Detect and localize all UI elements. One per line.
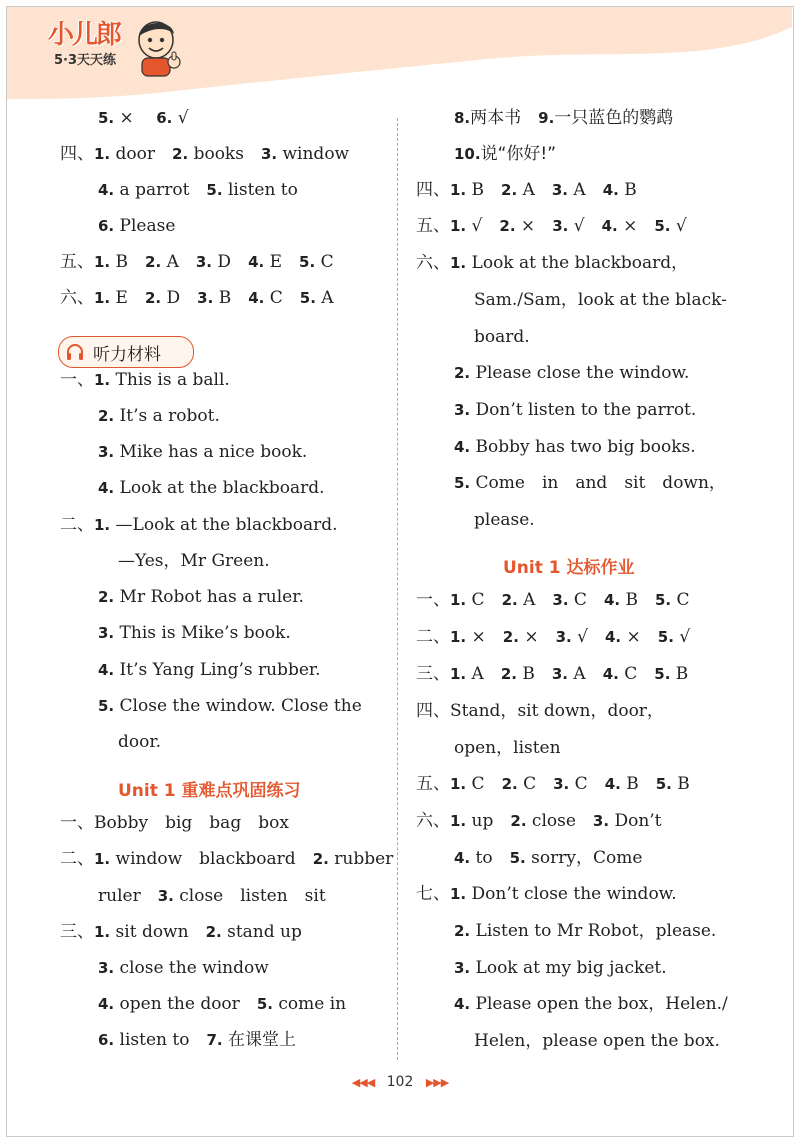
item-number: 3. (454, 959, 471, 977)
answer-line (98, 585, 304, 609)
answer-line (98, 178, 298, 202)
answer-line (454, 956, 667, 980)
section-marker: 五、 (416, 216, 450, 236)
item-number: 3. (555, 628, 572, 646)
answer-line (416, 625, 690, 649)
listening-material-title: 听力材料 (93, 345, 161, 365)
answer-text: Please close the window. (470, 363, 690, 383)
answer-text: A (315, 288, 334, 308)
answer-line (454, 398, 696, 422)
item-number: 1. (450, 885, 467, 903)
answer-line (98, 956, 269, 980)
header-band (7, 7, 792, 99)
item-number: 2. (499, 217, 516, 235)
answer-line (416, 214, 687, 238)
answer-text: —Look at the blackboard. (110, 515, 338, 535)
answer-line (454, 471, 726, 495)
answer-text: × (466, 627, 503, 647)
answer-line (60, 142, 349, 166)
section-marker: 四、 (416, 180, 450, 200)
answer-text: Sam./Sam，look at the black- (474, 290, 727, 310)
next-arrows-icon: ▶▶▶ (425, 1076, 449, 1089)
section-marker: 一、 (416, 590, 450, 610)
section-marker: 二、 (416, 627, 450, 647)
item-number: 4. (98, 181, 115, 199)
answer-text: × (515, 216, 553, 236)
answer-text: B (516, 664, 552, 684)
section-marker: 一只蓝色的鹦鹉 (554, 108, 674, 128)
item-number: 4. (604, 775, 621, 793)
item-number: 4. (248, 289, 265, 307)
answer-text: Come in and sit down， (470, 473, 726, 493)
answer-line (454, 846, 642, 870)
item-number: 3. (197, 289, 214, 307)
item-number: 2. (145, 253, 162, 271)
answer-text: Listen to Mr Robot，please. (470, 921, 717, 941)
answer-text: Bobby has two big books. (470, 437, 696, 457)
item-number: 2. (454, 364, 471, 382)
answer-text: √ (673, 627, 691, 647)
item-number: 2. (205, 923, 222, 941)
answer-text: B (618, 180, 637, 200)
item-number: 1. (94, 923, 111, 941)
answer-line (60, 286, 334, 310)
section-marker: 一、 (60, 370, 94, 390)
answer-text: A (161, 252, 196, 272)
answer-text: C (466, 590, 502, 610)
item-number: 3. (551, 665, 569, 683)
item-number: 4. (604, 628, 622, 646)
item-number: 8. (454, 109, 471, 127)
item-number: 1. (450, 628, 467, 646)
item-number: 3. (157, 887, 174, 905)
answer-text: × (617, 216, 655, 236)
answer-line (416, 699, 664, 723)
item-number: 7. (206, 1031, 223, 1049)
answer-text: E (110, 288, 145, 308)
answer-text: Please open the box，Helen./ (470, 994, 728, 1014)
section-marker: 两本书 (470, 108, 539, 128)
answer-line (416, 662, 688, 686)
item-number: 5. (654, 665, 671, 683)
item-number: 2. (502, 628, 519, 646)
answer-text: C (315, 252, 334, 272)
item-number: 2. (454, 922, 471, 940)
prev-arrows-icon: ◀◀◀ (351, 1076, 375, 1089)
answer-line (98, 658, 321, 682)
answer-text: —Yes，Mr Green. (118, 551, 270, 571)
header-wave (7, 7, 792, 99)
answer-text: This is a ball. (110, 370, 230, 390)
mascot-icon (132, 16, 184, 78)
item-number: 4. (454, 438, 471, 456)
answer-text: E (264, 252, 300, 272)
item-number: 1. (94, 516, 111, 534)
item-number: 6. (98, 217, 115, 235)
answer-text: door (110, 144, 173, 164)
answer-text: B (213, 288, 249, 308)
answer-text: ruler (98, 886, 158, 906)
item-number: 4. (454, 849, 471, 867)
answer-line (454, 361, 689, 385)
answer-text: C (264, 288, 300, 308)
answer-line (474, 1029, 720, 1053)
brand-logo-block (48, 14, 120, 68)
item-number: 5. (98, 697, 115, 715)
answer-line (98, 476, 325, 500)
answer-text: sit down (110, 922, 206, 942)
answer-text: √ (172, 108, 189, 128)
item-number: 5. (654, 217, 671, 235)
answer-line (454, 435, 696, 459)
item-number: 2. (98, 588, 115, 606)
answer-line (60, 847, 393, 871)
answer-text: √ (670, 216, 687, 236)
answer-line (474, 288, 727, 312)
answer-text: listen to (222, 180, 298, 200)
answer-line (60, 368, 230, 392)
item-number: 2. (501, 775, 518, 793)
section-marker: 六、 (416, 253, 450, 273)
item-number: 5. (655, 775, 672, 793)
section-marker: 二、 (60, 515, 94, 535)
answer-text: please. (474, 510, 535, 530)
answer-text: √ (571, 627, 605, 647)
section-marker: 一、 (60, 813, 94, 833)
answer-line (98, 440, 307, 464)
item-number: 3. (98, 443, 115, 461)
section-marker: 七、 (416, 884, 450, 904)
answer-line (416, 882, 677, 906)
answer-text: It’s a robot. (114, 406, 220, 426)
item-number: 1. (450, 665, 467, 683)
answer-text: close the window (114, 958, 269, 978)
answer-text: Stand，sit down，door， (450, 701, 664, 721)
answer-text: × (621, 627, 658, 647)
section-marker: 六、 (416, 811, 450, 831)
brand-logo: 小儿郎 (48, 20, 121, 50)
item-number: 3. (553, 775, 570, 793)
item-number: 9. (538, 109, 555, 127)
answer-text: Don’t (609, 811, 662, 831)
answer-text: B (620, 590, 655, 610)
answer-text: Look at the blackboard. (114, 478, 325, 498)
answer-line (98, 106, 189, 130)
item-number: 5. (299, 253, 316, 271)
answer-text: × (518, 627, 556, 647)
answer-text: B (671, 774, 690, 794)
answer-line (454, 142, 556, 166)
page-footer (0, 1074, 800, 1090)
answer-text: D (161, 288, 198, 308)
answer-line (98, 214, 175, 238)
answer-line (98, 992, 346, 1016)
item-number: 4. (248, 253, 265, 271)
section-marker: 五、 (416, 774, 450, 794)
answer-text: B (110, 252, 146, 272)
item-number: 3. (98, 959, 115, 977)
answer-line (60, 920, 302, 944)
answer-text: √ (466, 216, 500, 236)
answer-line (60, 811, 289, 835)
item-number: 1. (94, 371, 111, 389)
answer-line (118, 730, 161, 754)
answer-line (454, 992, 728, 1016)
answer-text: Please (114, 216, 176, 236)
item-number: 2. (500, 665, 517, 683)
section-marker: 在课堂上 (222, 1030, 297, 1050)
section-title: Unit 1 达标作业 (503, 558, 635, 578)
item-number: 1. (450, 591, 467, 609)
item-number: 3. (551, 181, 569, 199)
answer-line (416, 772, 690, 796)
item-number: 2. (144, 289, 162, 307)
answer-text: door. (118, 732, 162, 752)
answer-text: C (568, 590, 604, 610)
answer-text: Close the window. Close the (114, 696, 362, 716)
item-number: 6. (98, 1031, 115, 1049)
answer-text: √ (568, 216, 602, 236)
answer-text: × (114, 108, 157, 128)
answer-line (416, 809, 662, 833)
answer-line (416, 588, 690, 612)
answer-text: Look at my big jacket. (470, 958, 667, 978)
answer-text: window blackboard (110, 849, 313, 869)
item-number: 3. (195, 253, 213, 271)
answer-text: Bobby big bag box (94, 813, 289, 833)
section-marker: 四、 (416, 701, 450, 721)
item-number: 1. (94, 253, 111, 271)
item-number: 1. (450, 812, 467, 830)
item-number: 5. (454, 474, 471, 492)
answer-text: stand up (221, 922, 302, 942)
answer-text: up (466, 811, 511, 831)
item-number: 3. (454, 401, 471, 419)
answer-text: C (517, 774, 554, 794)
answer-line (98, 621, 291, 645)
item-number: 4. (98, 479, 115, 497)
answer-text: A (568, 180, 603, 200)
answer-line (98, 404, 220, 428)
answer-text: Don’t close the window. (466, 884, 677, 904)
answer-text: A (568, 664, 603, 684)
answer-text: This is Mike’s book. (114, 623, 291, 643)
item-number: 5. (206, 181, 223, 199)
item-number: 4. (98, 995, 115, 1013)
section-marker: 二、 (60, 849, 94, 869)
answer-line (60, 250, 334, 274)
answer-text: A (517, 590, 553, 610)
section-marker: 三、 (60, 922, 94, 942)
section-marker: 四、 (60, 144, 94, 164)
answer-line (98, 694, 362, 718)
item-number: 2. (501, 591, 518, 609)
answer-text: Mr Robot has a ruler. (114, 587, 304, 607)
item-number: 5. (299, 289, 316, 307)
answer-text: Helen，please open the box. (474, 1031, 720, 1051)
answer-text: a parrot (114, 180, 207, 200)
headphones-icon (65, 342, 85, 362)
answer-text: Don’t listen to the parrot. (470, 400, 697, 420)
answer-line (454, 919, 716, 943)
answer-text: rubber (328, 849, 394, 869)
answer-text: A (517, 180, 552, 200)
answer-text: D (212, 252, 249, 272)
answer-line (60, 513, 338, 537)
item-number: 1. (450, 775, 467, 793)
page-number: 102 (386, 1074, 414, 1090)
answer-text: open，listen (454, 738, 561, 758)
answer-text: open the door (114, 994, 257, 1014)
answer-text: to (470, 848, 510, 868)
item-number: 5. (256, 995, 273, 1013)
answer-text: A (466, 664, 501, 684)
item-number: 4. (601, 217, 618, 235)
item-number: 2. (312, 850, 329, 868)
answer-text: come in (272, 994, 347, 1014)
answer-text: sorry，Come (525, 848, 643, 868)
item-number: 5. (98, 109, 115, 127)
item-number: 6. (156, 109, 173, 127)
item-number: 3. (98, 624, 115, 642)
section-marker: 说“你好!” (480, 144, 557, 164)
brand-subtitle: 5·3天天练 (54, 53, 117, 68)
answer-line (454, 736, 561, 760)
answer-text: listen to (114, 1030, 207, 1050)
section-marker: 六、 (60, 288, 94, 308)
item-number: 5. (657, 628, 674, 646)
item-number: 3. (592, 812, 610, 830)
answer-text: window (277, 144, 350, 164)
answer-line (118, 549, 270, 573)
section-marker: 三、 (416, 664, 450, 684)
item-number: 4. (454, 995, 471, 1013)
answer-text: C (466, 774, 502, 794)
item-number: 1. (450, 217, 467, 235)
answer-text: C (671, 590, 690, 610)
item-number: 5. (655, 591, 672, 609)
listening-material-label (58, 336, 194, 368)
answer-text: close (526, 811, 593, 831)
item-number: 4. (602, 181, 619, 199)
item-number: 2. (501, 181, 518, 199)
item-number: 1. (94, 289, 111, 307)
item-number: 3. (552, 591, 569, 609)
item-number: 1. (450, 181, 467, 199)
item-number: 3. (260, 145, 278, 163)
answer-text: B (670, 664, 689, 684)
answer-text: C (618, 664, 655, 684)
item-number: 2. (172, 145, 189, 163)
answer-line (98, 1028, 296, 1052)
answer-text: B (466, 180, 502, 200)
answer-line (474, 508, 535, 532)
answer-text: books (188, 144, 261, 164)
answer-text: Mike has a nice book. (114, 442, 308, 462)
answer-line (416, 251, 688, 275)
answer-line (454, 106, 673, 130)
answer-line (474, 325, 530, 349)
answer-line (98, 884, 326, 908)
answer-text: It’s Yang Ling’s rubber. (114, 660, 321, 680)
item-number: 4. (602, 665, 619, 683)
item-number: 2. (98, 407, 115, 425)
item-number: 4. (98, 661, 115, 679)
answer-text: C (569, 774, 605, 794)
item-number: 10. (454, 145, 481, 163)
answer-text: Look at the blackboard， (466, 253, 689, 273)
item-number: 5. (509, 849, 526, 867)
answer-line (416, 178, 637, 202)
item-number: 4. (603, 591, 621, 609)
item-number: 1. (94, 145, 111, 163)
answer-text: B (620, 774, 656, 794)
answer-text: close listen sit (173, 886, 326, 906)
section-marker: 五、 (60, 252, 94, 272)
answer-text: board. (474, 327, 530, 347)
section-title: Unit 1 重难点巩固练习 (118, 781, 301, 801)
item-number: 2. (510, 812, 527, 830)
column-divider (397, 118, 398, 1060)
item-number: 3. (552, 217, 569, 235)
item-number: 1. (94, 850, 111, 868)
item-number: 1. (450, 254, 467, 272)
